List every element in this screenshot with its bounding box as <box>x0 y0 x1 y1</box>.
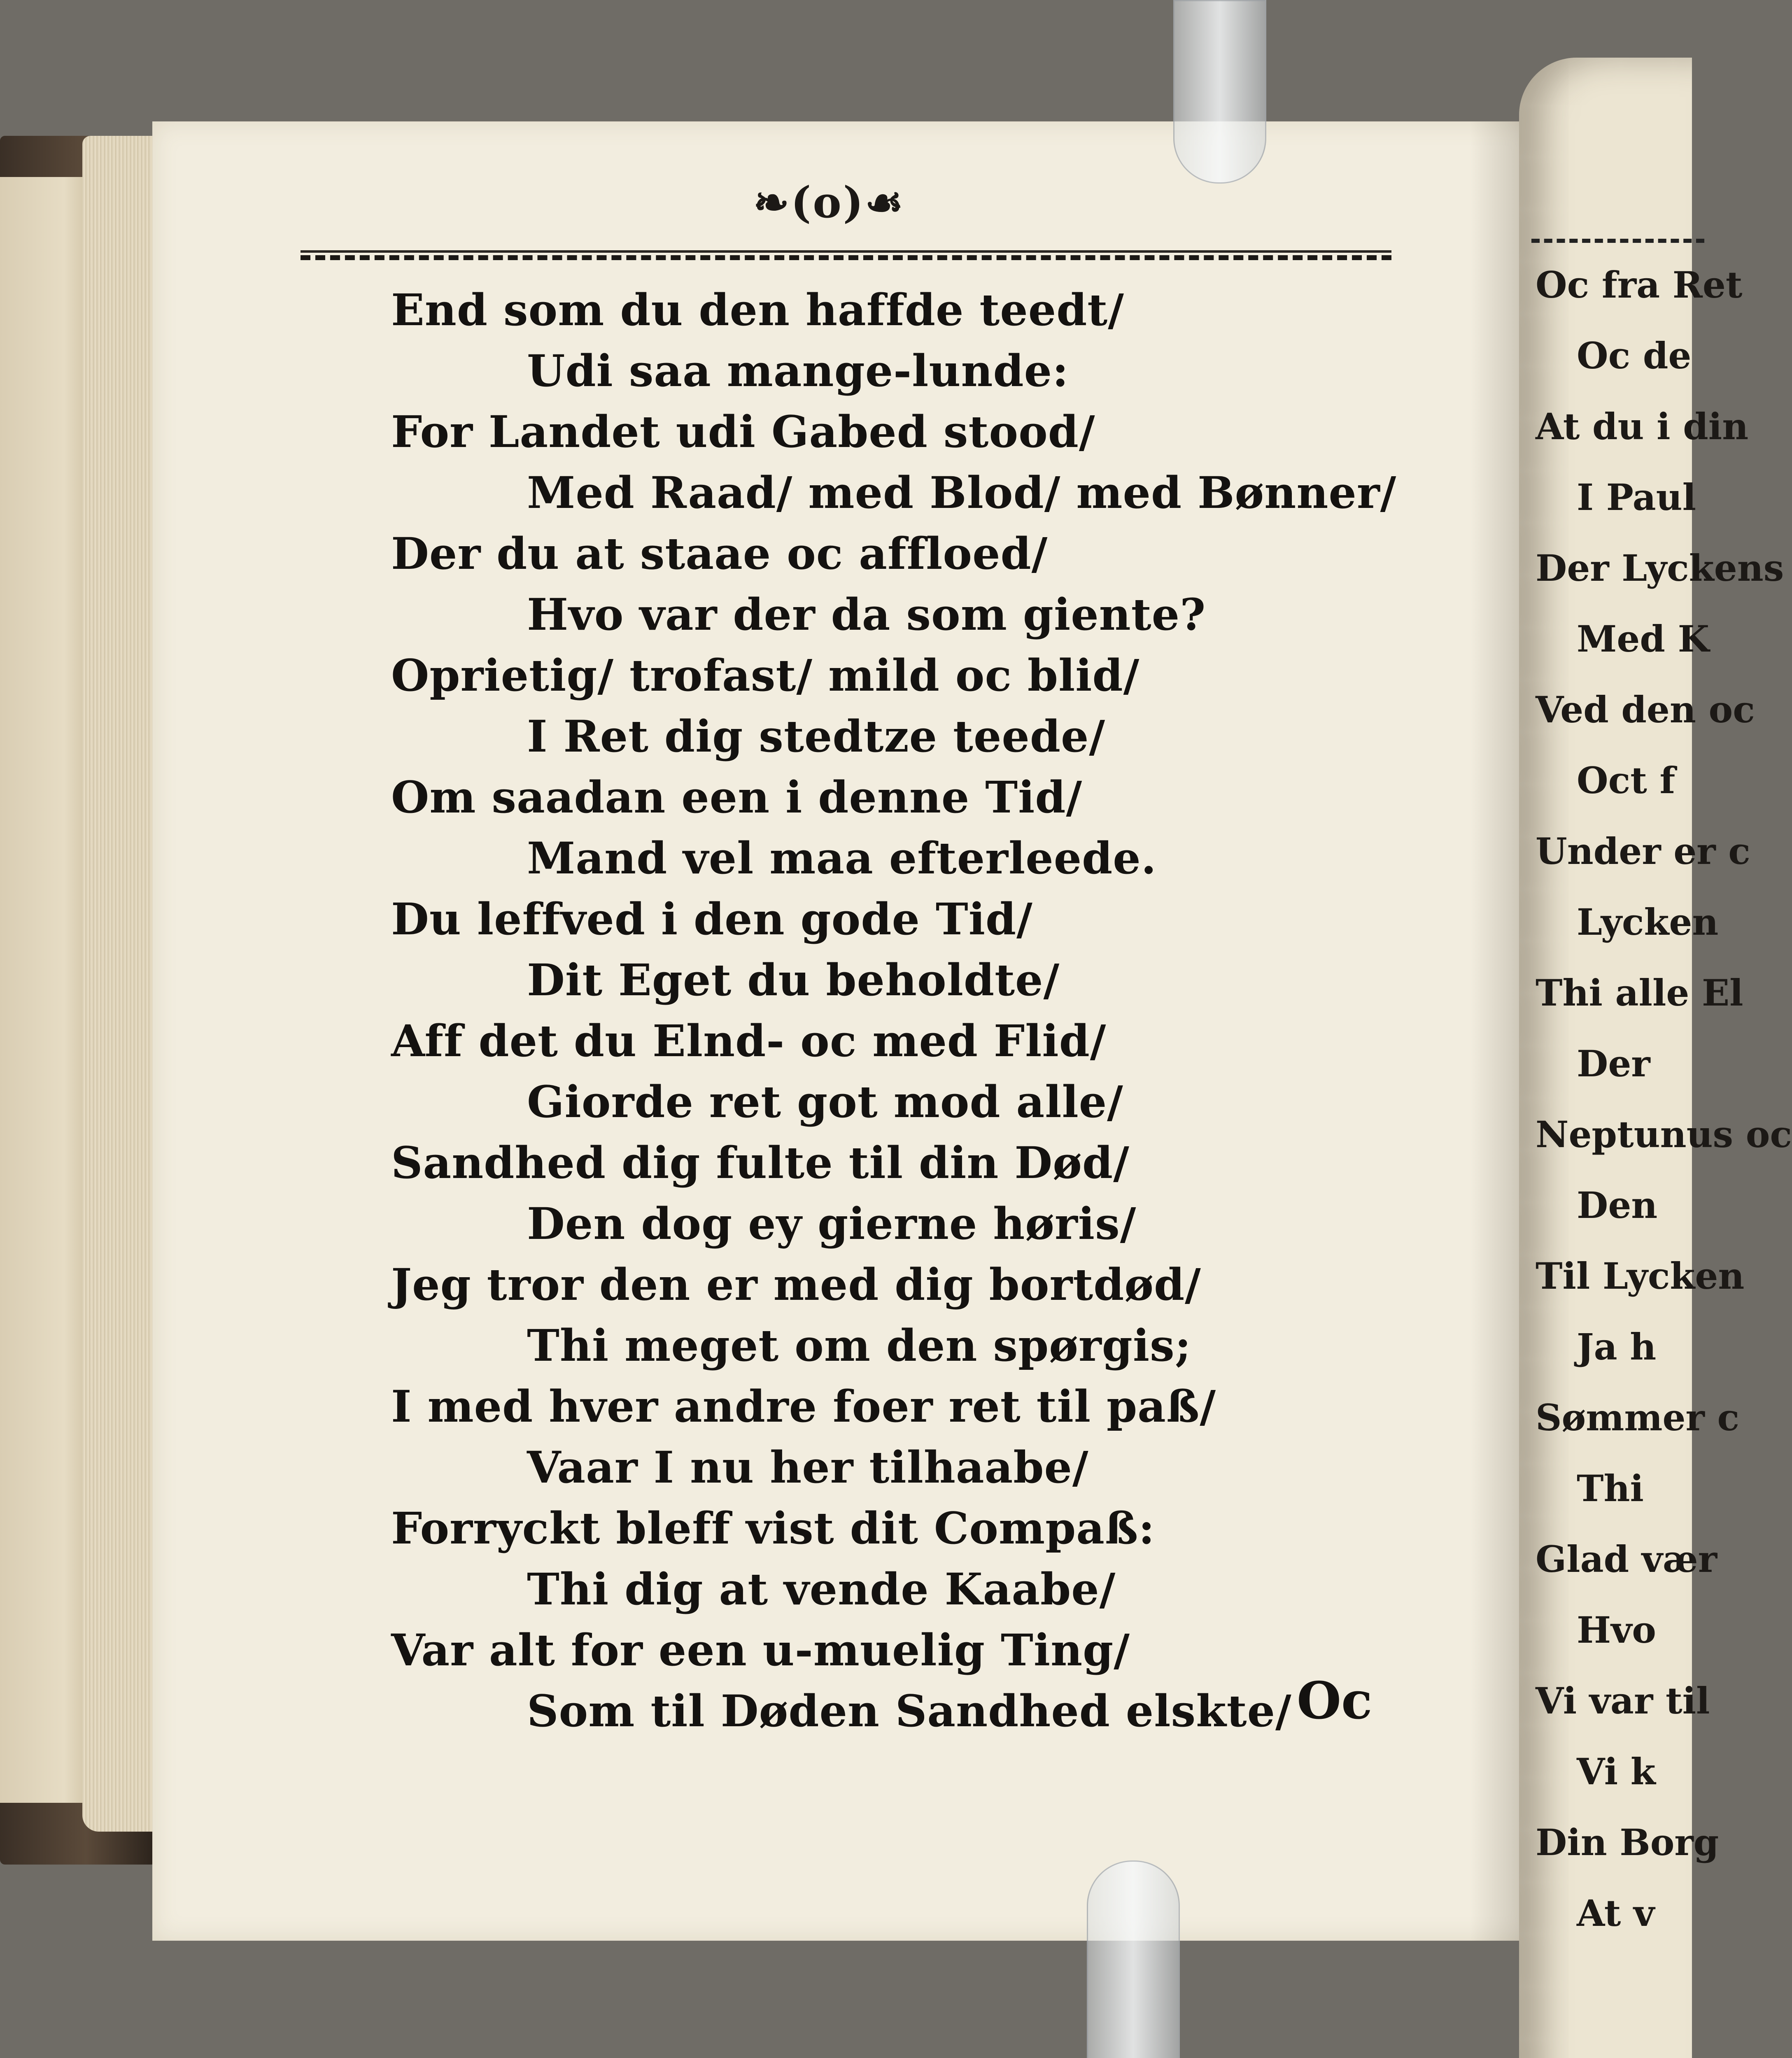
right-page-line: Til Lycken <box>1536 1255 1745 1297</box>
verse-line: Med Raad/ med Blod/ med Bønner/ <box>527 467 1397 518</box>
right-page-line: Ved den oc <box>1536 688 1755 731</box>
right-page-line: Der Lyckens <box>1536 547 1784 589</box>
right-page-line: Ja h <box>1577 1325 1657 1368</box>
right-page-line: Vi k <box>1577 1750 1656 1793</box>
verse-line: Forryckt bleff vist dit Compaß: <box>391 1502 1155 1554</box>
verse-line: Var alt for een u-muelig Ting/ <box>391 1624 1130 1676</box>
right-page-line: Thi alle El <box>1536 971 1743 1014</box>
verse-line: For Landet udi Gabed stood/ <box>391 406 1095 457</box>
verse-line: Du leffved i den gode Tid/ <box>391 893 1033 945</box>
right-page-line: Hvo <box>1577 1609 1656 1651</box>
catchword: Oc <box>1297 1671 1373 1731</box>
verse-line: Dit Eget du beholdte/ <box>527 954 1060 1006</box>
right-page-line: Der <box>1577 1042 1650 1085</box>
page-clip-bottom <box>1087 1860 1180 2058</box>
verse-line: Oprietig/ trofast/ mild oc blid/ <box>391 650 1140 701</box>
verse-line: Som til Døden Sandhed elskte/ <box>527 1685 1292 1737</box>
ornament-text: (o) <box>791 177 865 228</box>
verse-line: Der du at staae oc affloed/ <box>391 528 1048 579</box>
header-rule <box>301 255 1391 260</box>
verse-line: Hvo var der da som giente? <box>527 589 1206 640</box>
verse-line: I med hver andre foer ret til paß/ <box>391 1381 1216 1432</box>
page-clip-top <box>1173 0 1266 184</box>
header-rule-top <box>301 250 1391 253</box>
right-page-rule <box>1531 239 1704 243</box>
right-page-line: Oct f <box>1577 759 1675 802</box>
verse-line: Thi meget om den spørgis; <box>527 1320 1191 1371</box>
right-page-line: Vi var til <box>1536 1679 1710 1722</box>
ornament-left: ❧ <box>753 177 791 228</box>
right-page-line: Oc fra Ret <box>1536 263 1743 306</box>
right-page-line: At v <box>1577 1892 1655 1935</box>
right-page-line: Under er c <box>1536 830 1750 873</box>
verse-line: Den dog ey gierne høris/ <box>527 1198 1137 1249</box>
verse-line: Mand vel maa efterleede. <box>527 832 1157 884</box>
verse-line: End som du den haffde teedt/ <box>391 284 1124 335</box>
ornament-right: ☙ <box>865 177 905 228</box>
right-page-line: Oc de <box>1577 334 1692 377</box>
right-page-line: Neptunus oc <box>1536 1113 1792 1156</box>
verse-line: Aff det du Elnd- oc med Flid/ <box>391 1015 1107 1066</box>
verse-line: Sandhed dig fulte til din Død/ <box>391 1137 1130 1188</box>
verse-line: Udi saa mange-lunde: <box>527 345 1069 396</box>
verse-line: Jeg tror den er med dig bortdød/ <box>391 1259 1201 1310</box>
right-page-line: Sømmer c <box>1536 1396 1740 1439</box>
right-page-line: Med K <box>1577 617 1710 660</box>
verse-line: Vaar I nu her tilhaabe/ <box>527 1441 1089 1493</box>
right-page-line: Den <box>1577 1184 1658 1227</box>
verse-line: Giorde ret got mod alle/ <box>527 1076 1123 1127</box>
right-page <box>1519 58 1792 2058</box>
right-page-line: Din Borg <box>1536 1821 1719 1864</box>
right-page-line: Thi <box>1577 1467 1644 1510</box>
page-ornament <box>753 177 905 228</box>
right-page-line: At du i din <box>1536 405 1749 448</box>
right-page-line: Glad vær <box>1536 1538 1717 1581</box>
verse-line: Om saadan een i denne Tid/ <box>391 771 1083 823</box>
right-page-line: Lycken <box>1577 901 1719 943</box>
verse-line: Thi dig at vende Kaabe/ <box>527 1563 1116 1615</box>
verse-line: I Ret dig stedtze teede/ <box>527 710 1106 762</box>
right-page-line: I Paul <box>1577 476 1696 519</box>
